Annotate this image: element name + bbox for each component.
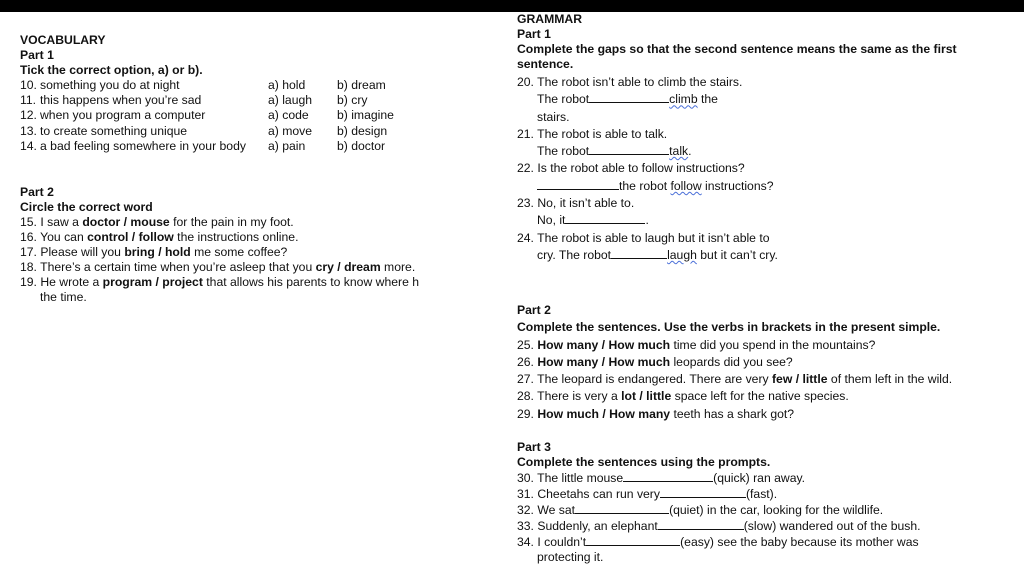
item-number: 33. xyxy=(517,519,534,533)
grammar-title: GRAMMAR xyxy=(517,12,582,26)
item-text: There is very a xyxy=(537,389,622,404)
answer-gap xyxy=(611,247,667,259)
choice-words: lot / little xyxy=(621,389,672,404)
list-item xyxy=(517,534,1017,550)
item-text: of them left in the wild. xyxy=(827,372,953,387)
option-b: b) imagine xyxy=(337,108,394,123)
option-b: b) design xyxy=(337,123,388,138)
list-item xyxy=(517,406,1017,423)
list-item xyxy=(20,245,450,260)
list-item xyxy=(517,74,1017,91)
item-text: (slow) wandered out of the bush. xyxy=(743,519,921,533)
list-item xyxy=(517,502,1017,518)
list-item xyxy=(517,195,1017,212)
item-text: The little mouse xyxy=(537,471,624,485)
option-a: a) hold xyxy=(268,78,306,92)
item-number: 14. xyxy=(20,138,37,153)
item-verb: laugh xyxy=(667,247,697,262)
item-text: this happens when you’re sad xyxy=(40,93,202,108)
item-text: a bad feeling somewhere in your body xyxy=(40,138,246,153)
item-text: No, it xyxy=(537,213,566,228)
list-item xyxy=(20,108,460,123)
item-number: 26. xyxy=(517,354,534,369)
list-item xyxy=(517,486,1017,502)
rewrite-line xyxy=(517,212,1017,229)
item-text: The robot is able to talk. xyxy=(537,126,668,141)
item-verb: talk xyxy=(669,144,689,159)
choice-words: control / follow xyxy=(87,230,174,244)
list-item xyxy=(517,160,1017,177)
item-text: Is the robot able to follow instructions? xyxy=(537,161,745,176)
grammar-part2-section xyxy=(517,302,1017,423)
list-item xyxy=(517,518,1017,534)
item-text: to create something unique xyxy=(40,123,188,138)
item-continuation: protecting it. xyxy=(537,550,604,564)
vocab-part2-instruction: Circle the correct word xyxy=(20,200,153,214)
item-number: 28. xyxy=(517,389,534,404)
choice-words: bring / hold xyxy=(124,245,191,259)
answer-gap xyxy=(537,178,619,190)
item-text: space left for the native species. xyxy=(671,389,849,404)
item-number: 30. xyxy=(517,471,534,485)
item-text: The leopard is endangered. There are very xyxy=(537,372,772,387)
rewrite-line: stairs. xyxy=(537,109,570,124)
item-text: something you do at night xyxy=(40,78,180,92)
item-text: me some coffee? xyxy=(190,245,288,259)
item-text: the robot xyxy=(619,178,671,193)
item-text: but it can’t cry. xyxy=(696,247,778,262)
item-number: 21. xyxy=(517,126,534,141)
rewrite-line xyxy=(517,178,1017,195)
list-item xyxy=(517,388,1017,405)
list-item xyxy=(20,275,450,290)
choice-words: few / little xyxy=(772,372,828,387)
item-text: the xyxy=(697,92,718,107)
item-verb: climb xyxy=(669,92,698,107)
item-text: instructions? xyxy=(701,178,774,193)
item-number: 31. xyxy=(517,487,534,501)
item-number: 25. xyxy=(517,337,534,352)
answer-gap xyxy=(658,518,744,530)
item-number: 16. xyxy=(20,230,37,244)
item-text: (quiet) in the car, looking for the wildlife. xyxy=(669,503,884,517)
list-item xyxy=(517,371,1017,388)
item-number: 13. xyxy=(20,123,37,138)
grammar-part2-instruction: Complete the sentences. Use the verbs in brackets in the present simple. xyxy=(517,320,941,335)
item-text: cry. The robot xyxy=(537,247,612,262)
rewrite-line xyxy=(517,91,1017,108)
item-text: . xyxy=(688,144,692,159)
grammar-part3-heading: Part 3 xyxy=(517,440,551,454)
top-black-bar xyxy=(0,0,1024,12)
item-number: 10. xyxy=(20,78,37,92)
list-item xyxy=(517,126,1017,143)
item-text: for the pain in my foot. xyxy=(169,215,294,229)
choice-words: program / project xyxy=(102,275,203,289)
grammar-part1-list xyxy=(517,74,1017,264)
choice-words: How much / How many xyxy=(537,406,671,421)
item-text: that allows his parents to know where h xyxy=(202,275,420,289)
option-a: a) laugh xyxy=(268,93,313,108)
rewrite-line xyxy=(517,143,1017,160)
item-text: The robot xyxy=(537,92,590,107)
item-text: . xyxy=(645,213,649,228)
grammar-section xyxy=(517,12,1017,264)
item-text: Suddenly, an elephant xyxy=(537,519,658,533)
item-text: time did you spend in the mountains? xyxy=(670,337,876,352)
item-text: leopards did you see? xyxy=(670,354,793,369)
item-text: Cheetahs can run very xyxy=(537,487,660,501)
answer-gap xyxy=(586,534,680,546)
item-number: 17. xyxy=(20,245,37,259)
rewrite-line xyxy=(517,247,1017,264)
list-item xyxy=(517,230,1017,247)
item-number: 22. xyxy=(517,161,534,176)
list-item xyxy=(20,124,460,139)
item-text: He wrote a xyxy=(40,275,103,289)
item-text: (quick) ran away. xyxy=(713,471,806,485)
vocabulary-title: VOCABULARY xyxy=(20,33,106,47)
list-item xyxy=(20,139,460,154)
item-number: 23. xyxy=(517,196,534,211)
item-text: There’s a certain time when you’re asleep that you xyxy=(40,260,316,274)
list-item xyxy=(20,260,450,275)
item-text: I saw a xyxy=(40,215,83,229)
list-item xyxy=(517,470,1017,486)
option-b: b) dream xyxy=(337,78,386,92)
grammar-part1-heading: Part 1 xyxy=(517,27,551,41)
item-verb: follow xyxy=(670,178,702,193)
list-item xyxy=(517,337,1017,354)
item-number: 20. xyxy=(517,75,534,89)
choice-words: cry / dream xyxy=(315,260,381,274)
item-number: 18. xyxy=(20,260,37,274)
option-b: b) doctor xyxy=(337,138,386,153)
grammar-part3-section xyxy=(517,440,1017,565)
item-text: teeth has a shark got? xyxy=(670,406,795,421)
list-item xyxy=(20,78,460,93)
option-a: a) move xyxy=(268,123,313,138)
answer-gap xyxy=(589,91,669,103)
vocab-part1-heading: Part 1 xyxy=(20,48,54,62)
item-text: (easy) see the baby because its mother was xyxy=(680,535,919,549)
choice-words: How many / How much xyxy=(537,354,671,369)
choice-words: How many / How much xyxy=(537,337,671,352)
grammar-part1-instruction: Complete the gaps so that the second sentence means the same as the first sentence. xyxy=(517,42,957,71)
grammar-part2-heading: Part 2 xyxy=(517,303,551,317)
item-number: 34. xyxy=(517,535,534,549)
vocab-part1-list xyxy=(20,78,460,154)
list-item xyxy=(517,354,1017,371)
option-a: a) code xyxy=(268,108,309,123)
answer-gap xyxy=(565,212,645,224)
item-text: when you program a computer xyxy=(40,108,206,123)
item-text: The robot is able to laugh but it isn’t able to xyxy=(537,230,770,245)
list-item xyxy=(20,230,450,245)
grammar-part3-instruction: Complete the sentences using the prompts. xyxy=(517,455,771,469)
item-text: (fast). xyxy=(745,487,778,501)
item-number: 19. xyxy=(20,275,37,289)
list-item xyxy=(20,93,460,108)
option-b: b) cry xyxy=(337,93,368,108)
item-number: 29. xyxy=(517,406,534,421)
item-number: 24. xyxy=(517,230,534,245)
item-number: 27. xyxy=(517,372,534,387)
vocabulary-section xyxy=(20,33,460,154)
item-text: more. xyxy=(380,260,416,274)
choice-words: doctor / mouse xyxy=(82,215,170,229)
answer-gap xyxy=(575,502,669,514)
item-text: I couldn’t xyxy=(537,535,587,549)
vocab-part2-section xyxy=(20,185,450,305)
vocab-part2-heading: Part 2 xyxy=(20,185,54,199)
item-continuation: the time. xyxy=(40,290,87,304)
item-text: You can xyxy=(40,230,88,244)
item-text: No, it isn’t able to. xyxy=(537,196,635,211)
list-item xyxy=(20,215,450,230)
item-number: 32. xyxy=(517,503,534,517)
option-a: a) pain xyxy=(268,138,306,153)
answer-gap xyxy=(589,143,669,155)
item-text: The robot isn’t able to climb the stairs. xyxy=(537,75,743,89)
answer-gap xyxy=(623,470,713,482)
item-number: 11. xyxy=(20,93,37,108)
vocab-part1-instruction: Tick the correct option, a) or b). xyxy=(20,63,203,77)
answer-gap xyxy=(660,486,746,498)
item-text: We sat xyxy=(537,503,576,517)
item-number: 12. xyxy=(20,108,37,123)
item-text: The robot xyxy=(537,144,590,159)
item-text: Please will you xyxy=(40,245,125,259)
item-text: the instructions online. xyxy=(173,230,299,244)
item-number: 15. xyxy=(20,215,37,229)
